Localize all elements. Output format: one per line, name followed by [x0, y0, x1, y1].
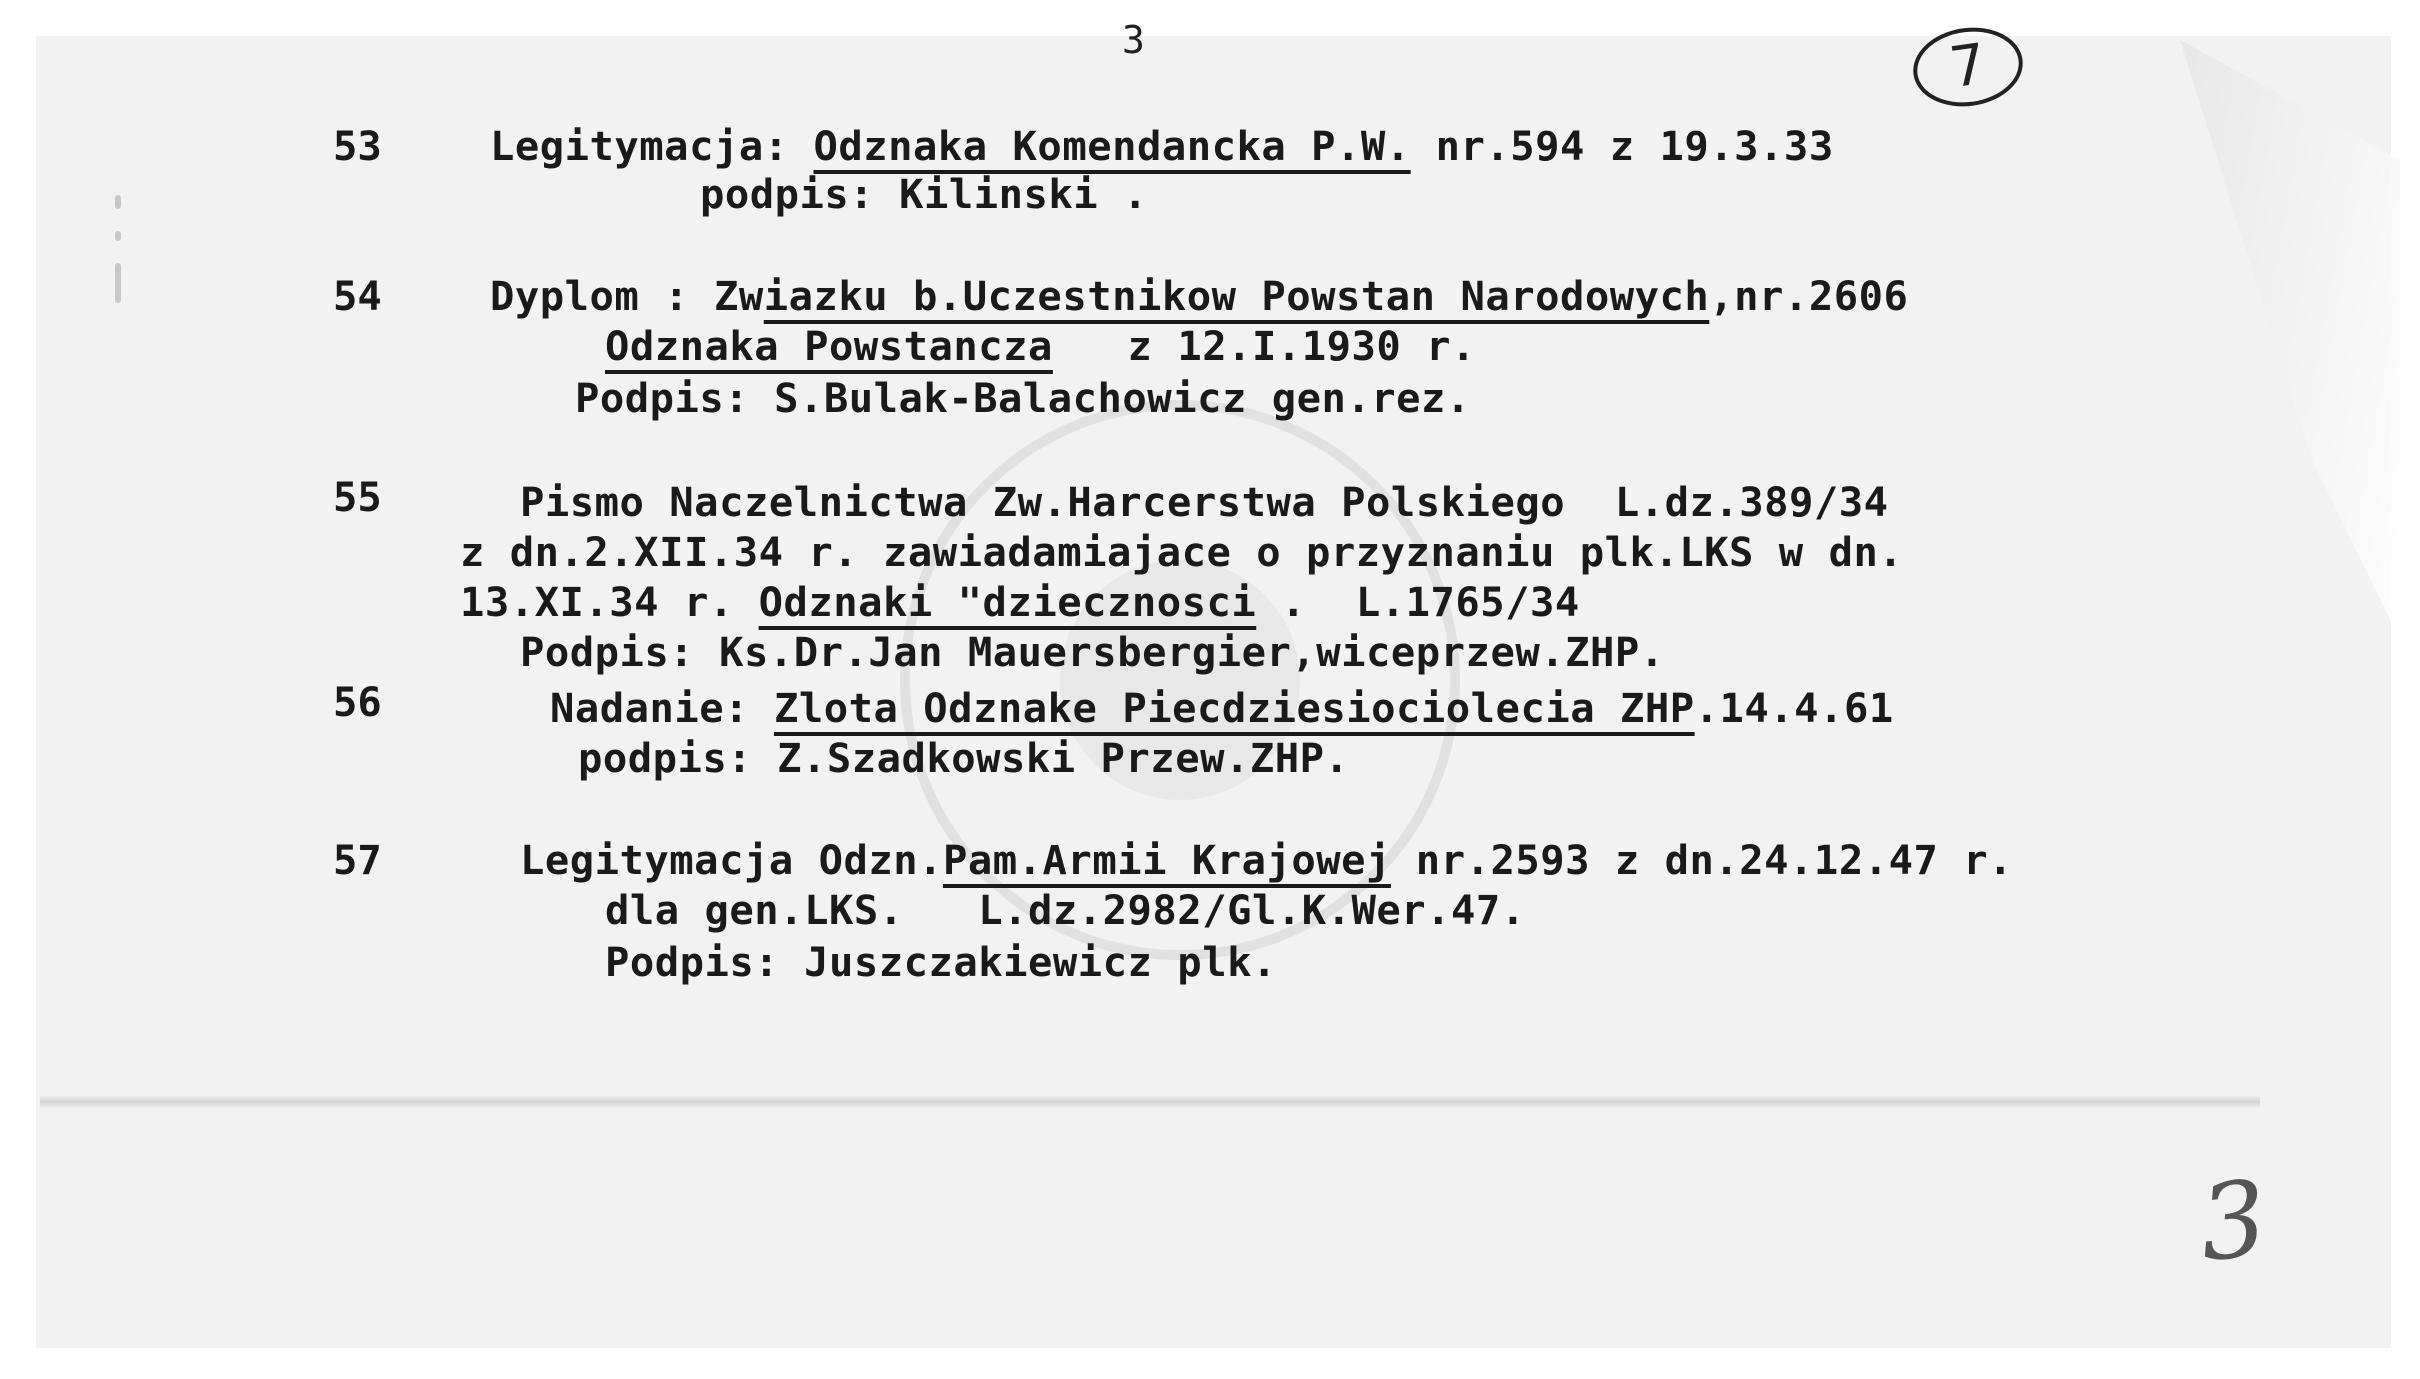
- margin-marks: [112, 195, 124, 355]
- line-text: Dyplom : Zw: [490, 272, 764, 320]
- underlined-text: iazku b.Uczestnikow Powstan Narodowych: [763, 272, 1710, 320]
- line-text: nr.2593 z dn.24.12.47 r.: [1390, 836, 2013, 884]
- line-text: 13.XI.34 r.: [460, 578, 759, 626]
- entry-line: [550, 684, 1894, 732]
- entry-number: 56: [333, 678, 382, 726]
- underlined-text: Zlota Odznake Piecdziesiociolecia ZHP: [773, 684, 1695, 732]
- line-text: Podpis: Juszczakiewicz plk.: [605, 938, 1277, 986]
- line-text: ,nr.2606: [1709, 272, 1909, 320]
- entry-line: [490, 272, 1909, 320]
- line-text: Podpis: S.Bulak-Balachowicz gen.rez.: [575, 374, 1471, 422]
- entry-number: 54: [333, 272, 382, 320]
- line-text: . L.1765/34: [1256, 578, 1580, 626]
- line-text: .14.4.61: [1694, 684, 1894, 732]
- entry-line: [520, 628, 1665, 676]
- line-text: Pismo Naczelnictwa Zw.Harcerstwa Polskiego L.dz.389/34: [520, 478, 1889, 526]
- entry-line: [520, 478, 1889, 526]
- line-text: z dn.2.XII.34 r. zawiadamiajace o przyznaniu plk.LKS w dn.: [460, 528, 1904, 576]
- paper-bleed-line: [40, 1095, 2260, 1109]
- entry-line: [460, 578, 1580, 626]
- line-text: nr.594 z 19.3.33: [1410, 122, 1834, 170]
- entry-line: [490, 122, 1834, 170]
- line-text: Podpis: Ks.Dr.Jan Mauersbergier,wiceprzew.ZHP.: [520, 628, 1665, 676]
- entry-line: [605, 938, 1277, 986]
- handwritten-page-number: 3: [2193, 1156, 2273, 1286]
- line-text: z 12.I.1930 r.: [1052, 322, 1476, 370]
- entry-line: [460, 528, 1904, 576]
- line-text: Legitymacja:: [490, 122, 814, 170]
- underlined-text: Pam.Armii Krajowej: [943, 836, 1391, 884]
- entry-line: [700, 170, 1148, 218]
- page-marker: 3: [1122, 18, 1147, 62]
- line-text: dla gen.LKS. L.dz.2982/Gl.K.Wer.47.: [605, 886, 1526, 934]
- entry-number: 53: [333, 122, 382, 170]
- entry-line: [520, 836, 2013, 884]
- underlined-text: Odznaki "dziecznosci: [758, 578, 1257, 626]
- entry-line: [578, 734, 1350, 782]
- entry-line: [605, 322, 1476, 370]
- entry-number: 57: [333, 836, 382, 884]
- line-text: Nadanie:: [550, 684, 774, 732]
- entry-line: [575, 374, 1471, 422]
- entry-line: [605, 886, 1526, 934]
- underlined-text: Odznaka Komendancka P.W.: [813, 122, 1411, 170]
- entry-number: 55: [333, 473, 382, 521]
- line-text: podpis: Kilinski .: [700, 170, 1148, 218]
- line-text: podpis: Z.Szadkowski Przew.ZHP.: [578, 734, 1350, 782]
- line-text: Legitymacja Odzn.: [520, 836, 944, 884]
- circled-number: 7: [1908, 21, 2028, 114]
- underlined-text: Odznaka Powstancza: [605, 322, 1053, 370]
